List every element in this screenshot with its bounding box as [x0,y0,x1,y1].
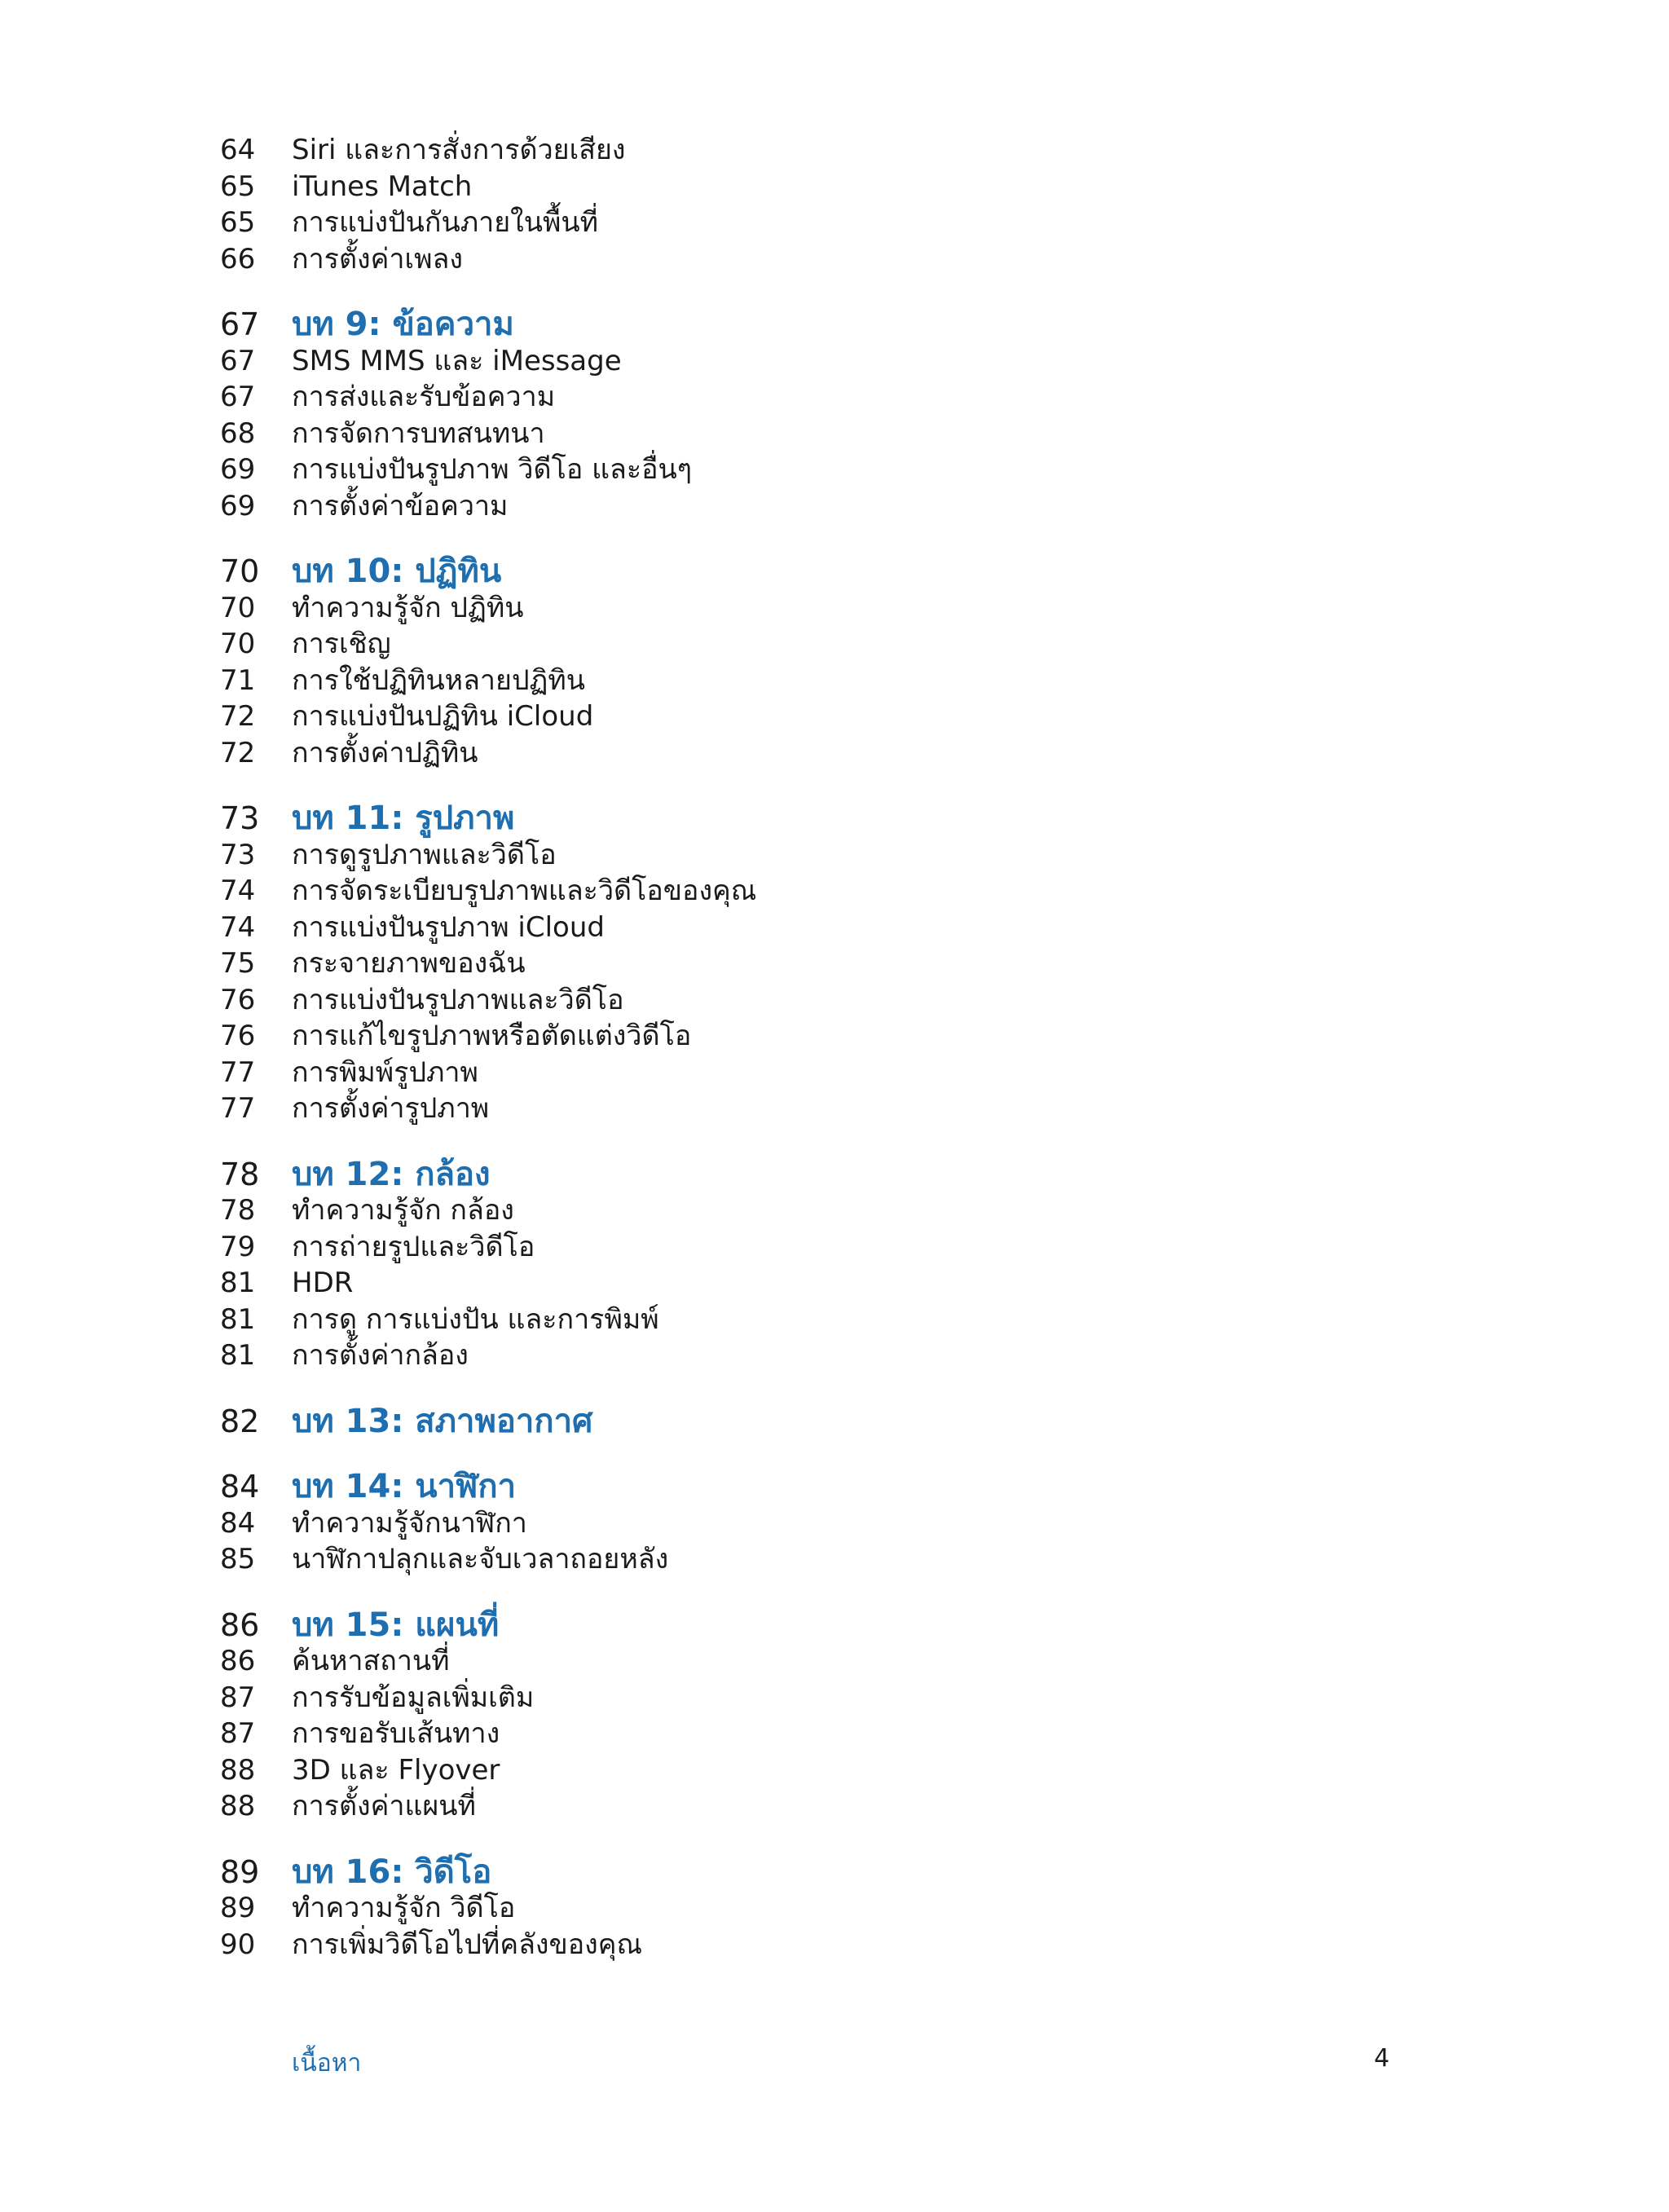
toc-entry[interactable] [220,1927,1442,1963]
toc-entry-title: การพิมพ์รูปภาพ [292,1055,478,1089]
toc-entry-title: Siri และการสั่งการด้วยเสียง [292,134,626,166]
toc-entry[interactable] [220,945,1442,982]
toc-page-number: 84 [220,1469,260,1505]
table-of-contents [220,132,1442,1992]
toc-page-number: 88 [220,1790,256,1822]
toc-page-number: 69 [220,489,256,522]
toc-entry[interactable] [220,205,1442,241]
toc-entry[interactable] [220,379,1442,416]
toc-group [220,553,1442,771]
toc-chapter-title: บท 12: กล้อง [292,1155,491,1193]
toc-page-number: 76 [220,1020,256,1052]
toc-page-number: 70 [220,591,256,624]
toc-entry-title: การถ่ายรูปและวิดีโอ [292,1230,535,1263]
toc-page-number: 84 [220,1506,256,1540]
toc-page-number: 78 [220,1156,260,1192]
toc-chapter-title: บท 16: วิดีโอ [292,1853,492,1891]
toc-chapter-title: บท 14: นาฬิกา [292,1468,517,1505]
toc-entry[interactable] [220,241,1442,278]
toc-chapter-heading[interactable] [220,1157,1442,1193]
toc-entry-title: การจัดระเบียบรูปภาพและวิดีโอของคุณ [292,875,757,907]
toc-entry-title: การดูรูปภาพและวิดีโอ [292,838,557,871]
toc-page-number: 86 [220,1645,256,1677]
toc-entry[interactable] [220,169,1442,205]
toc-page-number: 85 [220,1543,256,1575]
toc-entry-title: นาฬิกาปลุกและจับเวลาถอยหลัง [292,1543,669,1575]
toc-page-number: 81 [220,1302,256,1336]
toc-entry-title: การดู การแบ่งปัน และการพิมพ์ [292,1302,659,1336]
toc-page-number: 70 [220,553,260,589]
toc-chapter-title: บท 13: สภาพอากาศ [292,1402,593,1440]
toc-page-number: 71 [220,663,256,697]
toc-group [220,800,1442,1127]
toc-entry[interactable] [220,1716,1442,1752]
toc-entry[interactable] [220,1091,1442,1127]
toc-page-number: 88 [220,1753,256,1787]
toc-entry[interactable] [220,663,1442,699]
toc-page-number: 79 [220,1230,256,1263]
toc-chapter-heading[interactable] [220,553,1442,590]
toc-entry-title: ค้นหาสถานที่ [292,1645,450,1677]
toc-chapter-title: บท 10: ปฏิทิน [292,553,502,590]
toc-chapter-heading[interactable] [220,1403,1442,1440]
toc-entry[interactable] [220,1337,1442,1374]
toc-entry[interactable] [220,132,1442,169]
toc-entry[interactable] [220,1018,1442,1055]
toc-page-number: 87 [220,1717,256,1750]
toc-entry-title: ทำความรู้จักนาฬิกา [292,1506,527,1540]
toc-entry-title: การตั้งค่าเพลง [292,242,463,275]
toc-entry-title: การแบ่งปันปฏิทิน iCloud [292,700,594,733]
toc-entry[interactable] [220,1788,1442,1825]
toc-chapter-title: บท 11: รูปภาพ [292,800,515,837]
toc-page-number: 65 [220,170,256,203]
toc-entry-title: การตั้งค่าข้อความ [292,489,509,522]
toc-entry[interactable] [220,698,1442,735]
toc-entry-title: กระจายภาพของฉัน [292,947,526,980]
toc-entry[interactable] [220,1302,1442,1338]
toc-entry[interactable] [220,837,1442,874]
toc-group [220,1854,1442,1963]
toc-chapter-heading[interactable] [220,306,1442,343]
toc-entry-title: การแบ่งปันรูปภาพและวิดีโอ [292,983,624,1016]
toc-page-number: 73 [220,838,256,871]
toc-entry-title: ทำความรู้จัก กล้อง [292,1194,514,1227]
toc-page-number: 65 [220,206,256,239]
toc-entry-title: การขอรับเส้นทาง [292,1717,500,1750]
toc-entry-title: การแบ่งปันรูปภาพ วิดีโอ และอื่นๆ [292,453,693,486]
toc-page-number: 66 [220,242,256,275]
toc-page-number: 72 [220,736,256,769]
toc-page-number: 81 [220,1267,256,1299]
toc-entry-title: การตั้งค่ากล้อง [292,1339,469,1372]
toc-page-number: 69 [220,453,256,486]
toc-entry-title: การตั้งค่ารูปภาพ [292,1092,490,1125]
toc-page-number: 87 [220,1681,256,1714]
toc-entry-title: 3D และ Flyover [292,1753,500,1787]
toc-page-number: 72 [220,700,256,733]
toc-entry-title: การแบ่งปันกันภายในพื้นที่ [292,206,599,239]
toc-entry[interactable] [220,982,1442,1019]
toc-entry[interactable] [220,910,1442,946]
footer-section-label: เนื้อหา [292,2049,362,2078]
toc-page-number: 74 [220,910,256,944]
toc-group [220,1403,1442,1440]
toc-page-number: 75 [220,947,256,980]
toc-group [220,132,1442,277]
toc-entry[interactable] [220,1229,1442,1266]
toc-entry[interactable] [220,1505,1442,1542]
toc-entry[interactable] [220,452,1442,488]
toc-page-number: 77 [220,1055,256,1089]
toc-page-number: 76 [220,983,256,1016]
toc-page-number: 64 [220,134,256,166]
toc-entry-title: ทำความรู้จัก วิดีโอ [292,1892,516,1924]
toc-page-number: 89 [220,1892,256,1924]
toc-entry-title: ทำความรู้จัก ปฏิทิน [292,591,524,624]
toc-page-number: 86 [220,1606,260,1643]
toc-entry[interactable] [220,1890,1442,1927]
toc-group [220,1607,1442,1825]
toc-entry[interactable] [220,1055,1442,1091]
toc-entry[interactable] [220,416,1442,452]
toc-page-number: 77 [220,1092,256,1125]
toc-entry[interactable] [220,1643,1442,1680]
toc-entry-title: การส่งและรับข้อความ [292,381,556,413]
toc-entry-title: การเพิ่มวิดีโอไปที่คลังของคุณ [292,1928,643,1961]
toc-entry[interactable] [220,1752,1442,1789]
toc-entry-title: การเชิญ [292,628,391,660]
toc-page-number: 68 [220,416,256,450]
toc-entry-title: SMS MMS และ iMessage [292,344,622,377]
toc-chapter-title: บท 15: แผนที่ [292,1606,500,1644]
footer-page-number: 4 [1374,2044,1390,2073]
toc-page-number: 70 [220,628,256,660]
toc-entry[interactable] [220,735,1442,772]
toc-entry[interactable] [220,1541,1442,1578]
toc-page-number: 67 [220,381,256,413]
toc-entry[interactable] [220,1680,1442,1716]
toc-entry-title: การจัดการบทสนทนา [292,416,545,450]
toc-page-number: 90 [220,1928,256,1961]
toc-chapter-heading[interactable] [220,800,1442,837]
toc-group [220,306,1442,524]
toc-entry-title: การตั้งค่าปฏิทิน [292,736,478,769]
toc-chapter-heading[interactable] [220,1469,1442,1505]
toc-entry[interactable] [220,590,1442,627]
toc-entry[interactable] [220,488,1442,525]
toc-group [220,1157,1442,1374]
toc-page-number: 74 [220,875,256,907]
toc-group [220,1469,1442,1578]
toc-page-number: 67 [220,306,260,342]
toc-entry[interactable] [220,343,1442,380]
toc-chapter-title: บท 9: ข้อความ [292,306,514,343]
toc-entry-title: iTunes Match [292,170,473,203]
toc-entry[interactable] [220,1265,1442,1302]
toc-page-number: 78 [220,1194,256,1227]
toc-page-number: 82 [220,1403,260,1439]
toc-entry-title: การใช้ปฏิทินหลายปฏิทิน [292,663,586,697]
toc-page-number: 73 [220,800,260,836]
toc-page-number: 81 [220,1339,256,1372]
toc-entry-title: HDR [292,1267,354,1299]
toc-chapter-heading[interactable] [220,1854,1442,1891]
toc-entry[interactable] [220,1192,1442,1229]
toc-page-number: 67 [220,344,256,377]
toc-entry-title: การแก้ไขรูปภาพหรือตัดแต่งวิดีโอ [292,1020,692,1052]
toc-entry-title: การรับข้อมูลเพิ่มเติม [292,1681,535,1714]
toc-page-number: 89 [220,1853,260,1890]
toc-entry-title: การตั้งค่าแผนที่ [292,1790,476,1822]
toc-entry[interactable] [220,873,1442,910]
toc-entry-title: การแบ่งปันรูปภาพ iCloud [292,910,605,944]
toc-entry[interactable] [220,626,1442,663]
toc-chapter-heading[interactable] [220,1607,1442,1644]
